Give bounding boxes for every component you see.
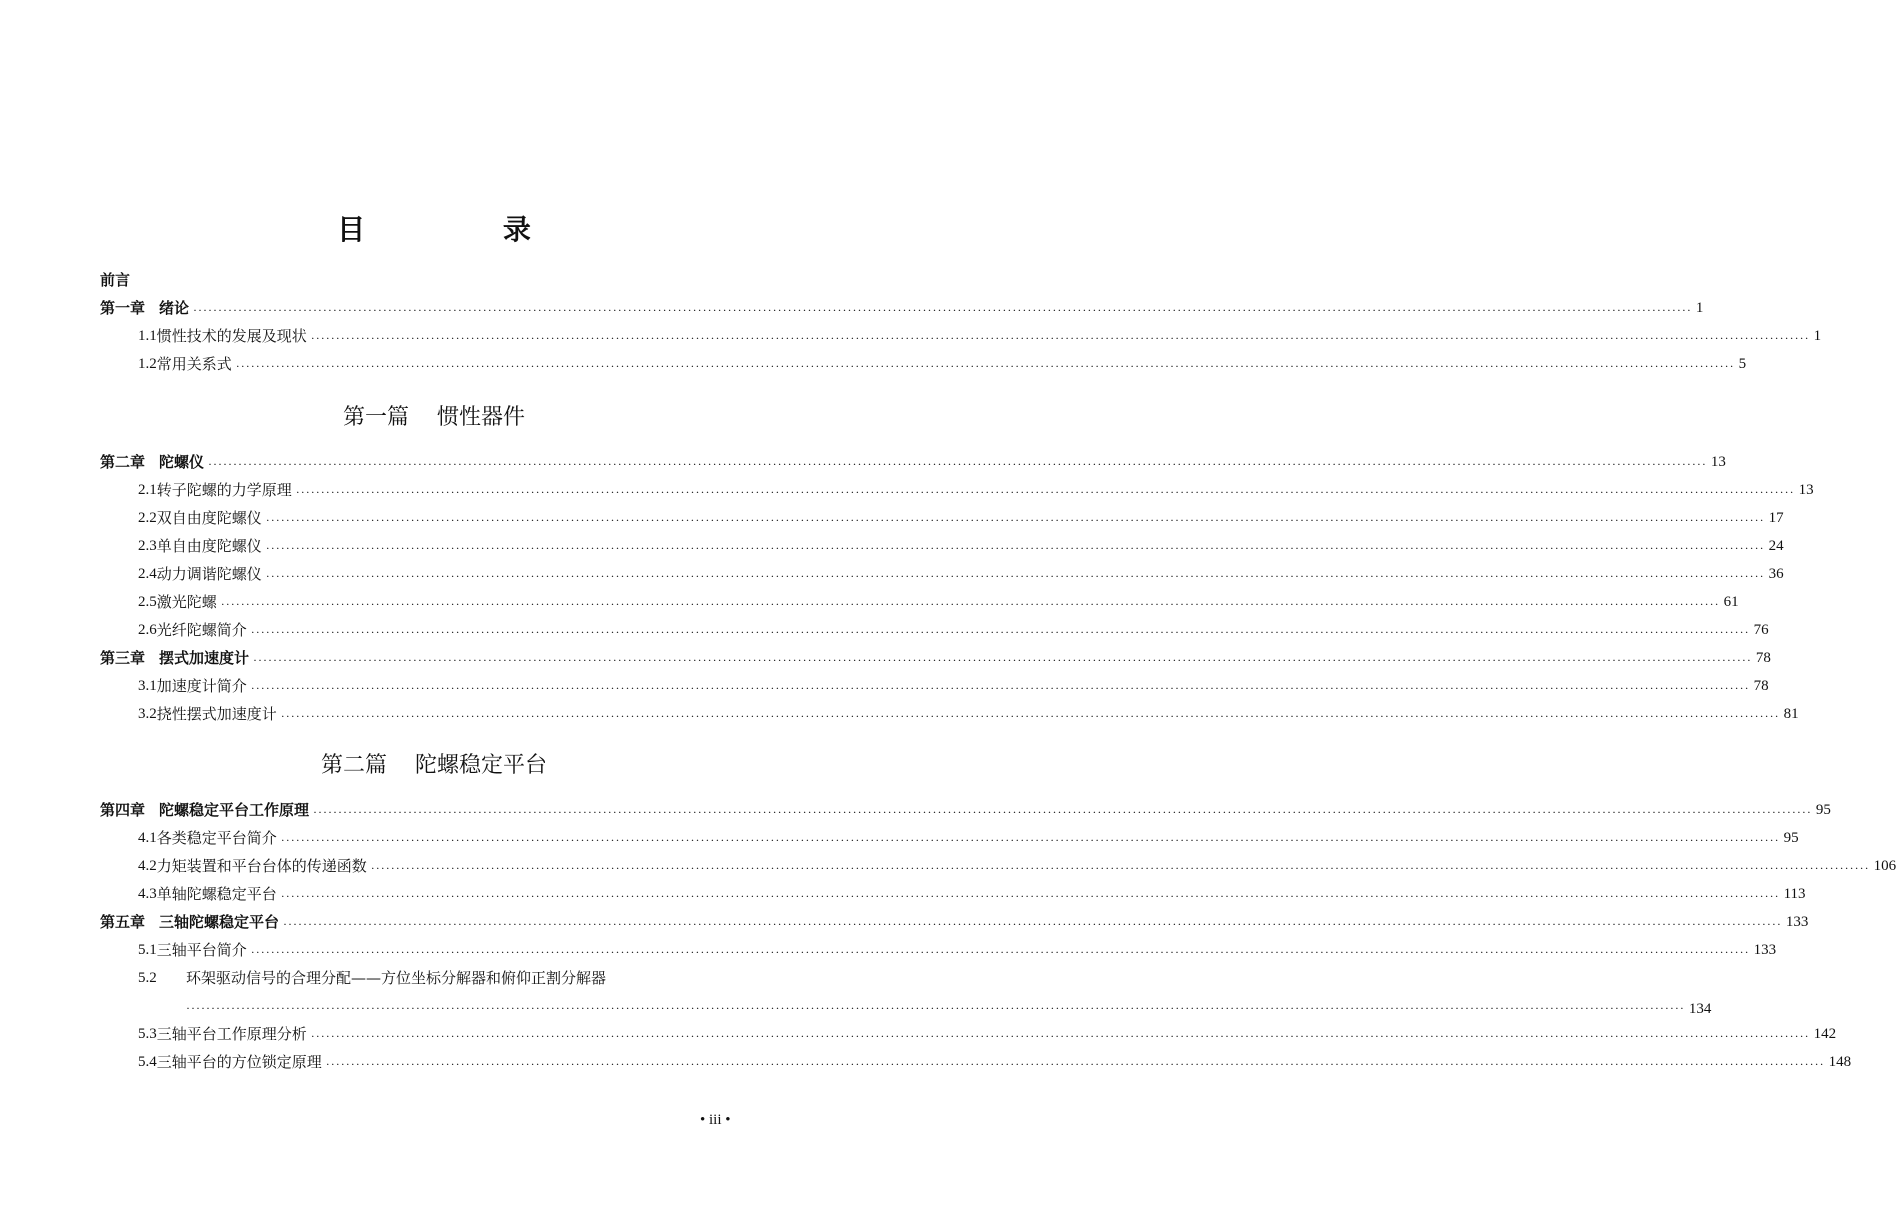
- page-number: 1: [1695, 300, 1704, 316]
- dot-leader: ············································································································································································································································································································: [295, 485, 1795, 499]
- page-number: 5: [1738, 356, 1747, 372]
- section-number: 2.2: [138, 510, 157, 526]
- entry-title: 激光陀螺: [156, 593, 217, 611]
- chapter-number: 第五章: [100, 913, 146, 931]
- page-number: 106: [1873, 858, 1896, 874]
- page-number: 78: [1753, 678, 1769, 694]
- entry-title: 加速度计简介: [156, 677, 247, 695]
- toc-entry[interactable]: [138, 882, 1806, 906]
- entry-title: 三轴平台的方位锁定原理: [156, 1053, 322, 1071]
- toc-entry[interactable]: [100, 646, 1771, 670]
- entry-title: 惯性技术的发展及现状: [156, 327, 307, 345]
- part-number: 第一篇: [342, 405, 409, 430]
- dot-leader: ············································································································································································································································································································: [265, 513, 1765, 527]
- section-number: 5.3: [138, 1026, 157, 1042]
- toc-entry[interactable]: [138, 324, 1822, 348]
- toc-entry[interactable]: [138, 826, 1799, 850]
- part-name: 陀螺稳定平台: [415, 753, 548, 778]
- toc-preface[interactable]: [100, 268, 768, 292]
- entry-title: 双自由度陀螺仪: [156, 509, 262, 527]
- page-number: 24: [1768, 538, 1784, 554]
- section-number: 2.3: [138, 538, 157, 554]
- dot-leader: ············································································································································································································································································································: [235, 359, 1735, 373]
- entry-title: 陀螺稳定平台工作原理: [159, 801, 310, 819]
- toc-entry[interactable]: [138, 854, 1896, 878]
- page-folio: • iii •: [700, 1112, 731, 1128]
- part-name: 惯性器件: [437, 405, 526, 430]
- toc-entry[interactable]: [138, 562, 1784, 586]
- page-number: 142: [1813, 1026, 1837, 1042]
- toc-entry[interactable]: [138, 966, 768, 990]
- toc-entry[interactable]: [100, 450, 1726, 474]
- entry-title: 三轴陀螺稳定平台: [159, 913, 280, 931]
- section-number: 5.1: [138, 942, 157, 958]
- toc-preface-label: 前言: [100, 271, 131, 289]
- toc-entry[interactable]: [138, 478, 1814, 502]
- page-number: 36: [1768, 566, 1784, 582]
- section-number: 5.4: [138, 1054, 157, 1070]
- chapter-number: 第二章: [100, 453, 146, 471]
- entry-title: 力矩装置和平台台体的传递函数: [156, 857, 367, 875]
- entry-title: 三轴平台简介: [156, 941, 247, 959]
- section-number: 4.2: [138, 858, 157, 874]
- toc-entry[interactable]: [138, 506, 1784, 530]
- section-number: 4.3: [138, 886, 157, 902]
- page-number: 76: [1753, 622, 1769, 638]
- page-number: 78: [1755, 650, 1771, 666]
- section-number: 2.5: [138, 594, 157, 610]
- toc-entry[interactable]: [138, 702, 1799, 726]
- page-number: 133: [1753, 942, 1777, 958]
- dot-leader: ············································································································································································································································································································: [325, 1057, 1825, 1071]
- section-number: 5.2: [138, 970, 157, 986]
- dot-leader: ············································································································································································································································································································: [310, 1029, 1810, 1043]
- entry-title: 光纤陀螺简介: [156, 621, 247, 639]
- entry-title: 单自由度陀螺仪: [156, 537, 262, 555]
- entry-title: 摆式加速度计: [159, 649, 250, 667]
- dot-leader: ············································································································································································································································································································: [310, 331, 1810, 345]
- toc-entry[interactable]: [138, 938, 1777, 962]
- section-number: 2.4: [138, 566, 157, 582]
- page-number: 134: [1688, 1001, 1712, 1017]
- page-title: 目 录: [337, 213, 595, 246]
- part-heading: [0, 748, 868, 779]
- chapter-number: 第四章: [100, 801, 146, 819]
- entry-title: 动力调谐陀螺仪: [156, 565, 262, 583]
- part-heading: [0, 400, 868, 431]
- dot-leader: ············································································································································································································································································································: [193, 303, 1692, 317]
- toc-entry[interactable]: [100, 296, 1704, 320]
- part-number: 第二篇: [320, 753, 387, 778]
- section-number: 3.2: [138, 706, 157, 722]
- page-number: 13: [1798, 482, 1814, 498]
- section-number: 3.1: [138, 678, 157, 694]
- page-number: 95: [1815, 802, 1831, 818]
- entry-title: 单轴陀螺稳定平台: [156, 885, 277, 903]
- entry-title: 三轴平台工作原理分析: [156, 1025, 307, 1043]
- entry-title: 环架驱动信号的合理分配——方位坐标分解器和俯仰正割分解器: [186, 969, 607, 987]
- section-number: 1.2: [138, 356, 157, 372]
- dot-leader: ············································································································································································································································································································: [280, 833, 1780, 847]
- section-number: 1.1: [138, 328, 157, 344]
- section-number: 4.1: [138, 830, 157, 846]
- chapter-number: 第一章: [100, 299, 146, 317]
- toc-entry[interactable]: [138, 1022, 1837, 1046]
- dot-leader: ············································································································································································································································································································: [313, 805, 1812, 819]
- entry-title: 转子陀螺的力学原理: [156, 481, 292, 499]
- page-number: 148: [1828, 1054, 1852, 1070]
- dot-leader: ············································································································································································································································································································: [253, 653, 1752, 667]
- entry-title: 陀螺仪: [159, 453, 205, 471]
- page-number: 113: [1783, 886, 1806, 902]
- page-number: 13: [1710, 454, 1726, 470]
- dot-leader: ············································································································································································································································································································: [283, 917, 1782, 931]
- toc-entry[interactable]: [138, 674, 1769, 698]
- dot-leader: ············································································································································································································································································································: [280, 889, 1780, 903]
- page-number: 81: [1783, 706, 1799, 722]
- dot-leader: ············································································································································································································································································································: [250, 945, 1750, 959]
- toc-entry[interactable]: [100, 798, 1831, 822]
- page-number: 95: [1783, 830, 1799, 846]
- section-number: 2.1: [138, 482, 157, 498]
- dot-leader: ············································································································································································································································································································: [250, 625, 1750, 639]
- dot-leader: ············································································································································································································································································································: [280, 709, 1780, 723]
- page-number: 17: [1768, 510, 1784, 526]
- chapter-number: 第三章: [100, 649, 146, 667]
- entry-title: 各类稳定平台简介: [156, 829, 277, 847]
- toc-entry[interactable]: [138, 534, 1784, 558]
- entry-title: 挠性摆式加速度计: [156, 705, 277, 723]
- dot-leader: ············································································································································································································································································································: [370, 861, 1870, 875]
- entry-title: 绪论: [159, 299, 190, 317]
- toc-entry[interactable]: [138, 590, 1739, 614]
- toc-entry[interactable]: [138, 1050, 1852, 1074]
- dot-leader: ············································································································································································································································································································: [250, 681, 1750, 695]
- toc-entry[interactable]: [138, 618, 1769, 642]
- page-number: 133: [1785, 914, 1809, 930]
- page-number: 1: [1813, 328, 1822, 344]
- dot-leader: ············································································································································································································································································································: [265, 541, 1765, 555]
- dot-leader: ············································································································································································································································································································: [220, 597, 1720, 611]
- toc-entry[interactable]: [100, 910, 1809, 934]
- dot-leader: ············································································································································································································································································································: [208, 457, 1707, 471]
- entry-title: 常用关系式: [156, 355, 232, 373]
- dot-leader: ············································································································································································································································································································: [186, 1001, 1685, 1015]
- dot-leader: ············································································································································································································································································································: [265, 569, 1765, 583]
- toc-entry-continuation[interactable]: [186, 994, 1712, 1018]
- toc-entry[interactable]: [138, 352, 1747, 376]
- section-number: 2.6: [138, 622, 157, 638]
- page-number: 61: [1723, 594, 1739, 610]
